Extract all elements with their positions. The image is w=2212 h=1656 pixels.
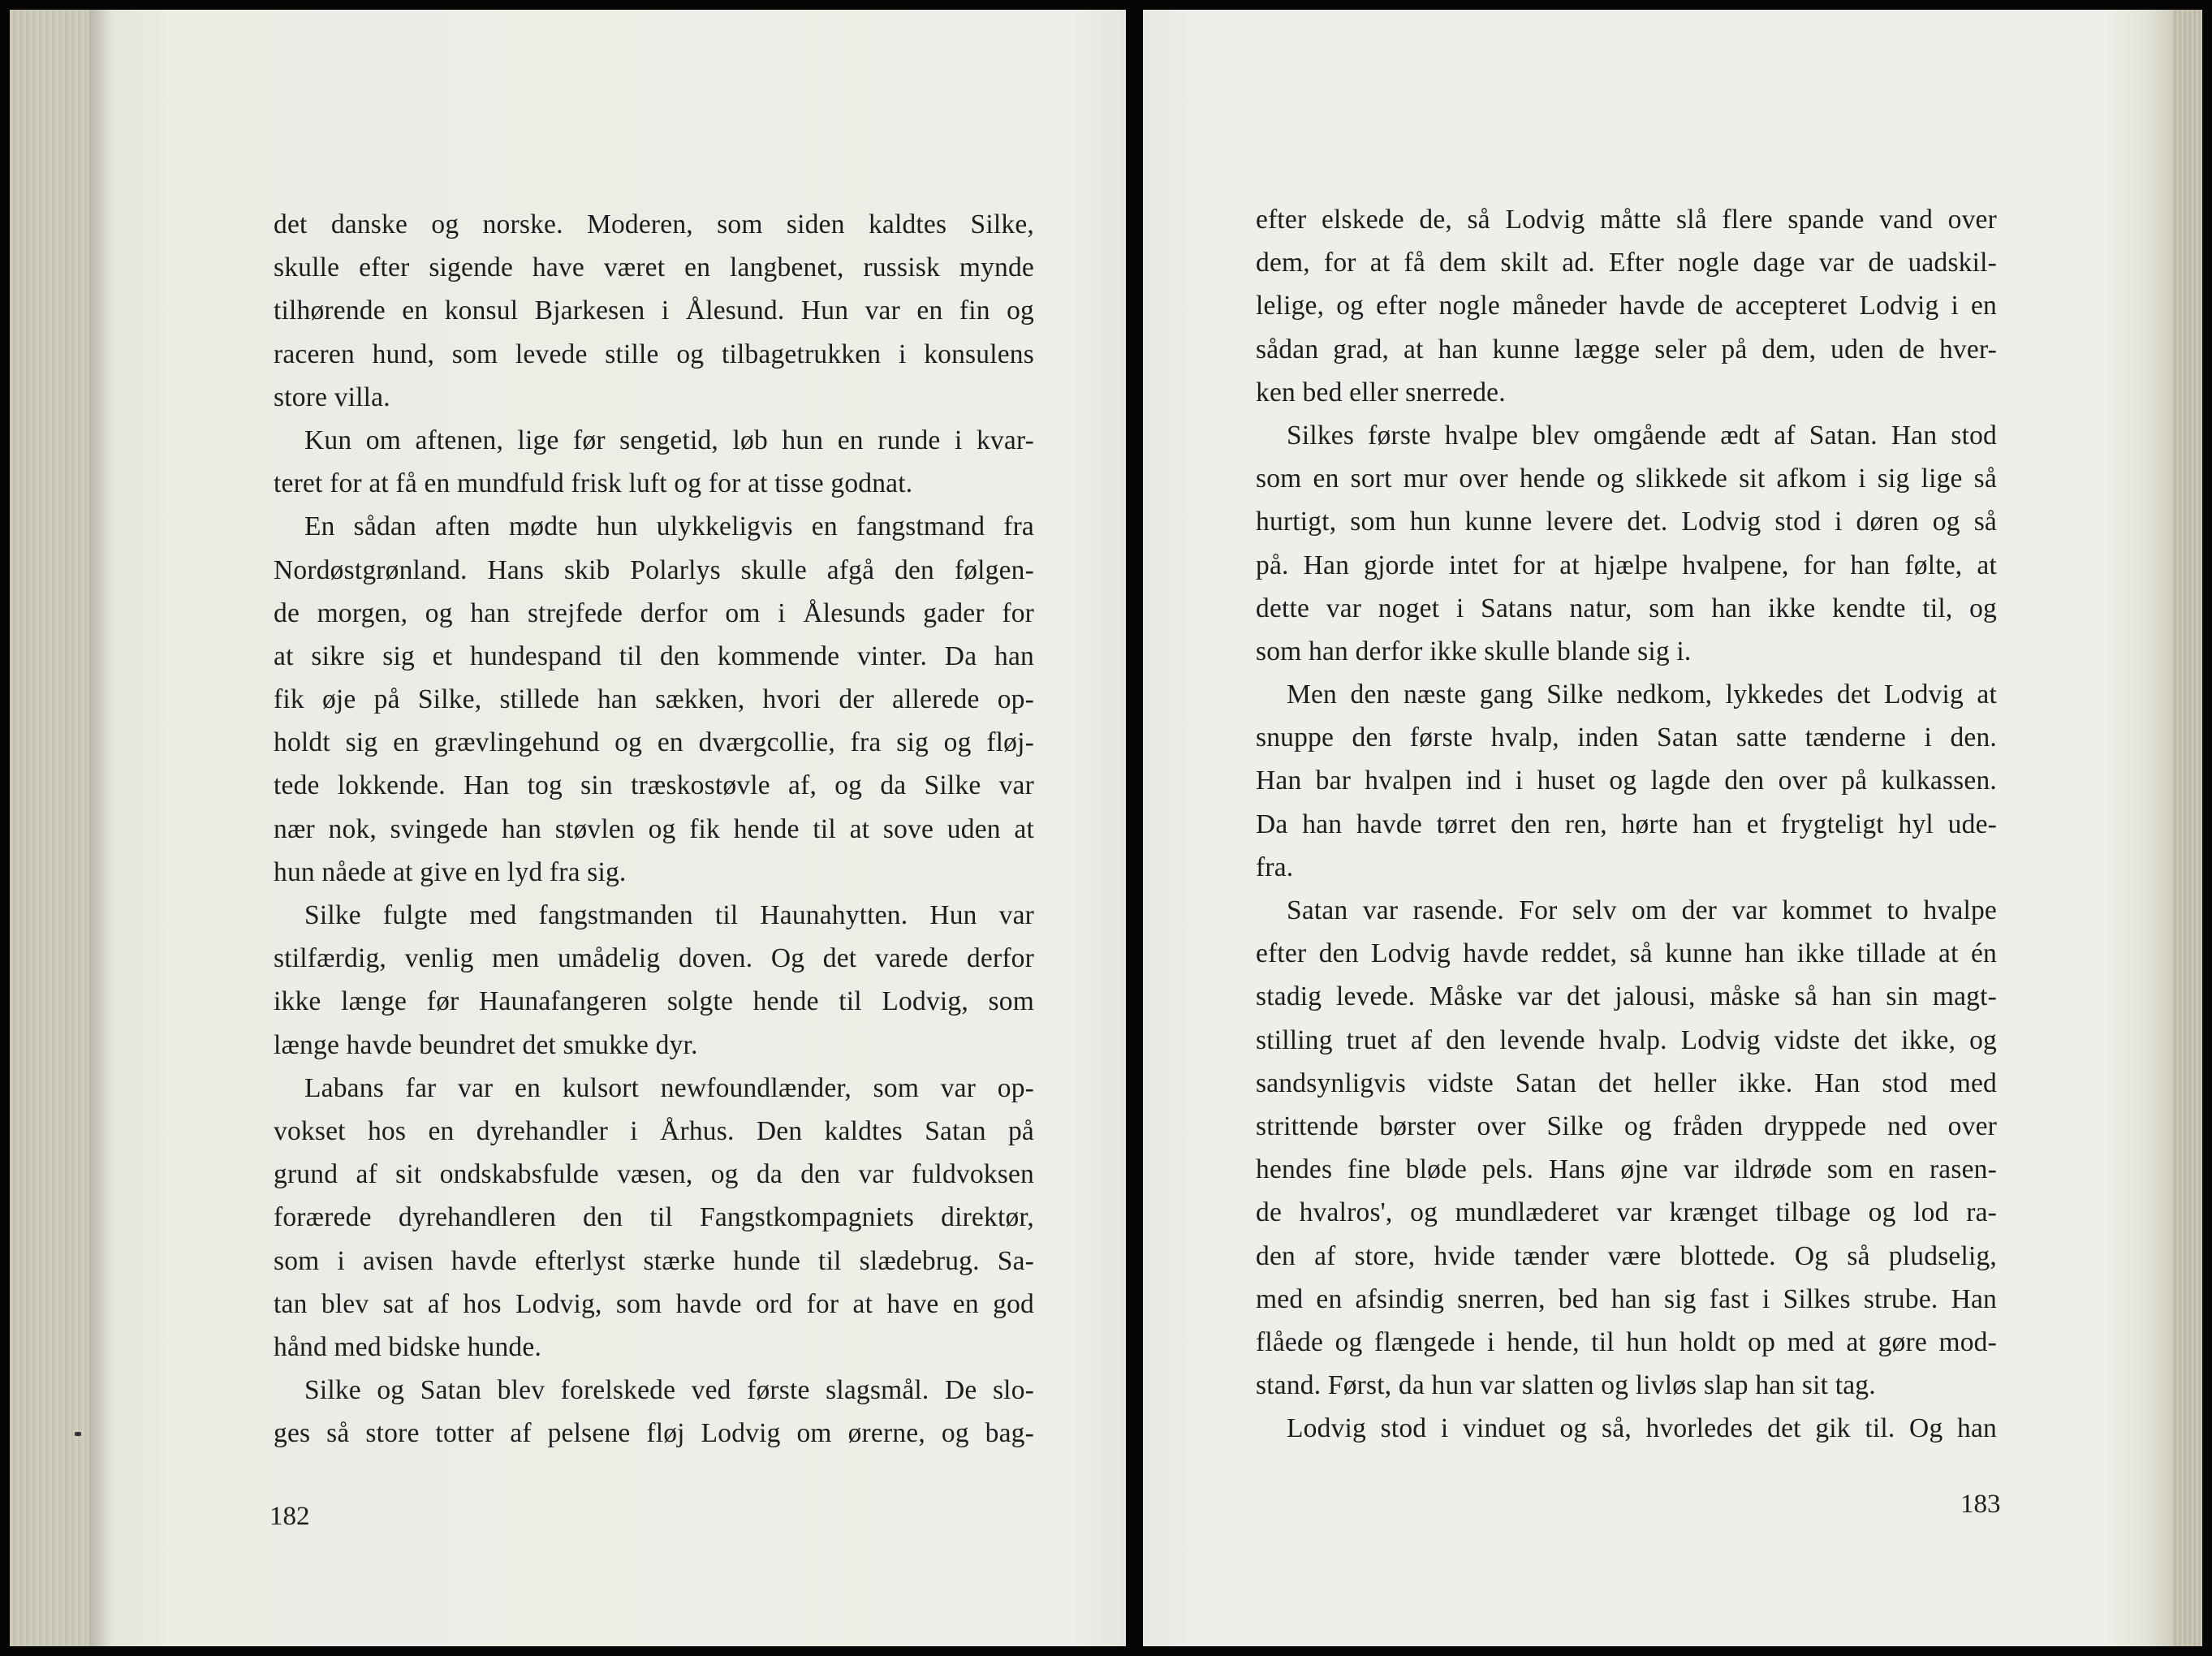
text-line: hånd med bidske hunde. (274, 1331, 542, 1362)
text-line: stilling truet af den levende hvalp. Lodvig vidste det ikke, og (1256, 1024, 1997, 1055)
text-line: tilhørende en konsul Bjarkesen i Ålesund. Hun var en fin og (274, 295, 1034, 326)
text-line: tan blev sat af hos Lodvig, som havde ord for at have en god (274, 1288, 1034, 1319)
paragraph (1256, 1407, 1997, 1450)
left-page-body-text (274, 203, 1034, 1455)
text-line: Labans far var en kulsort newfoundlænder, som var op- (304, 1072, 1034, 1103)
page-edge-stack (10, 10, 89, 1646)
text-line: Silke fulgte med fangstmanden til Haunahytten. Hun var (304, 900, 1034, 930)
text-line: Han bar hvalpen ind i huset og lagde den over på kulkassen. (1256, 765, 1997, 796)
book-gutter (1126, 10, 1143, 1646)
text-line: stilfærdig, venlig men umådelig doven. Og det varede derfor (274, 943, 1034, 974)
paragraph (1256, 673, 1997, 889)
right-page-number: 183 (1960, 1490, 2001, 1519)
paragraph (274, 1067, 1034, 1369)
paragraph (274, 419, 1034, 505)
text-line: som en sort mur over hende og slikkede sit afkom i sig lige så (1256, 464, 1997, 494)
text-line: som i avisen havde efterlyst stærke hunde til slædebrug. Sa- (274, 1245, 1034, 1276)
text-line: lelige, og efter nogle måneder havde de accepteret Lodvig i en (1256, 291, 1997, 321)
text-line: vokset hos en dyrehandler i Århus. Den kaldtes Satan på (274, 1115, 1034, 1146)
right-page (1143, 10, 2202, 1646)
paragraph (274, 1369, 1034, 1455)
paragraph (1256, 414, 1997, 673)
text-line: ges så store totter af pelsene fløj Lodvig om ørerne, og bag- (274, 1418, 1034, 1449)
text-line: Kun om aftenen, lige før sengetid, løb hun en runde i kvar- (304, 425, 1034, 455)
text-line: ken bed eller snerrede. (1256, 377, 1506, 408)
text-line: strittende børster over Silke og fråden dryppede ned over (1256, 1110, 1997, 1141)
text-line: de morgen, og han strejfede derfor om i Ålesunds gader for (274, 597, 1034, 628)
text-line: Silkes første hvalpe blev omgående ædt af Satan. Han stod (1287, 420, 1997, 451)
text-line: fra. (1256, 852, 1294, 882)
left-page-number: 182 (269, 1502, 310, 1531)
text-line: længe havde beundret det smukke dyr. (274, 1029, 698, 1060)
text-line: forærede dyrehandleren den til Fangstkompagniets direktør, (274, 1202, 1034, 1233)
text-line: hun nåede at give en lyd fra sig. (274, 856, 627, 887)
text-line: det danske og norske. Moderen, som siden kaldtes Silke, (274, 209, 1034, 239)
page-edge-shadow (89, 10, 114, 1646)
text-line: hurtigt, som hun kunne levere det. Lodvig stod i døren og så (1256, 507, 1997, 537)
paragraph (1256, 198, 1997, 414)
text-line: stadig levede. Måske var det jalousi, måske så han sin magt- (1256, 981, 1997, 1012)
text-line: Silke og Satan blev forelskede ved første slagsmål. De slo- (304, 1375, 1034, 1406)
text-line: hendes fine bløde pels. Hans øjne var ildrøde som en rasen- (1256, 1154, 1997, 1185)
text-line: efter elskede de, så Lodvig måtte slå flere spande vand over (1256, 205, 1997, 235)
paragraph (1256, 889, 1997, 1407)
text-line: snuppe den første hvalp, inden Satan satte tænderne i den. (1256, 722, 1997, 753)
text-line: holdt sig en grævlingehund og en dværgcollie, fra sig og fløj- (274, 727, 1034, 758)
text-line: dette var noget i Satans natur, som han ikke kendte til, og (1256, 593, 1997, 623)
text-line: store villa. (274, 382, 390, 412)
left-page (10, 10, 1126, 1646)
text-line: dem, for at få dem skilt ad. Efter nogle dage var de uadskil- (1256, 248, 1997, 278)
text-line: på. Han gjorde intet for at hjælpe hvalpene, for han følte, at (1256, 550, 1997, 580)
paragraph (274, 894, 1034, 1067)
text-line: Lodvig stod i vinduet og så, hvorledes det gik til. Og han (1287, 1413, 1997, 1444)
page-edge-stack (2173, 10, 2202, 1646)
text-line: den af store, hvide tænder være blottede. Og så pludselig, (1256, 1240, 1997, 1271)
text-line: flåede og flængede i hende, til hun holdt op med at gøre mod- (1256, 1326, 1997, 1357)
text-line: stand. Først, da hun var slatten og livløs slap han sit tag. (1256, 1370, 1876, 1401)
text-line: ikke længe før Haunafangeren solgte hende til Lodvig, som (274, 986, 1034, 1017)
text-line: efter den Lodvig havde reddet, så kunne han ikke tillade at én (1256, 938, 1997, 969)
text-line: tede lokkende. Han tog sin træskostøvle af, og da Silke var (274, 770, 1034, 801)
text-line: grund af sit ondskabsfulde væsen, og da den var fuldvoksen (274, 1159, 1034, 1190)
text-line: skulle efter sigende have været en langbenet, russisk mynde (274, 252, 1034, 283)
text-line: Satan var rasende. For selv om der var kommet to hvalpe (1287, 895, 1997, 925)
text-line: raceren hund, som levede stille og tilbagetrukken i konsulens (274, 339, 1034, 369)
text-line: En sådan aften mødte hun ulykkeligvis en fangstmand fra (304, 511, 1034, 542)
text-line: fik øje på Silke, stillede han sækken, hvori der allerede op- (274, 684, 1034, 715)
text-line: Men den næste gang Silke nedkom, lykkedes det Lodvig at (1287, 679, 1997, 710)
text-line: de hvalros', og mundlæderet var krænget tilbage og lod ra- (1256, 1197, 1997, 1228)
paragraph (274, 203, 1034, 419)
paper-speck (75, 1432, 81, 1436)
paragraph (274, 505, 1034, 894)
text-line: at sikre sig et hundespand til den kommende vinter. Da han (274, 640, 1034, 671)
text-line: sådan grad, at han kunne lægge seler på dem, uden de hver- (1256, 334, 1997, 364)
text-line: sandsynligvis vidste Satan det heller ikke. Han stod med (1256, 1067, 1997, 1098)
text-line: Da han havde tørret den ren, hørte han et frygteligt hyl ude- (1256, 809, 1997, 839)
text-line: med en afsindig snerren, bed han sig fast i Silkes strube. Han (1256, 1283, 1997, 1314)
text-line: Nordøstgrønland. Hans skib Polarlys skulle afgå den følgen- (274, 554, 1034, 585)
text-line: nær nok, svingede han støvlen og fik hende til at sove uden at (274, 813, 1034, 844)
text-line: som han derfor ikke skulle blande sig i. (1256, 636, 1692, 666)
text-line: teret for at få en mundfuld frisk luft og for at tisse godnat. (274, 468, 913, 499)
right-page-body-text (1256, 198, 1997, 1450)
